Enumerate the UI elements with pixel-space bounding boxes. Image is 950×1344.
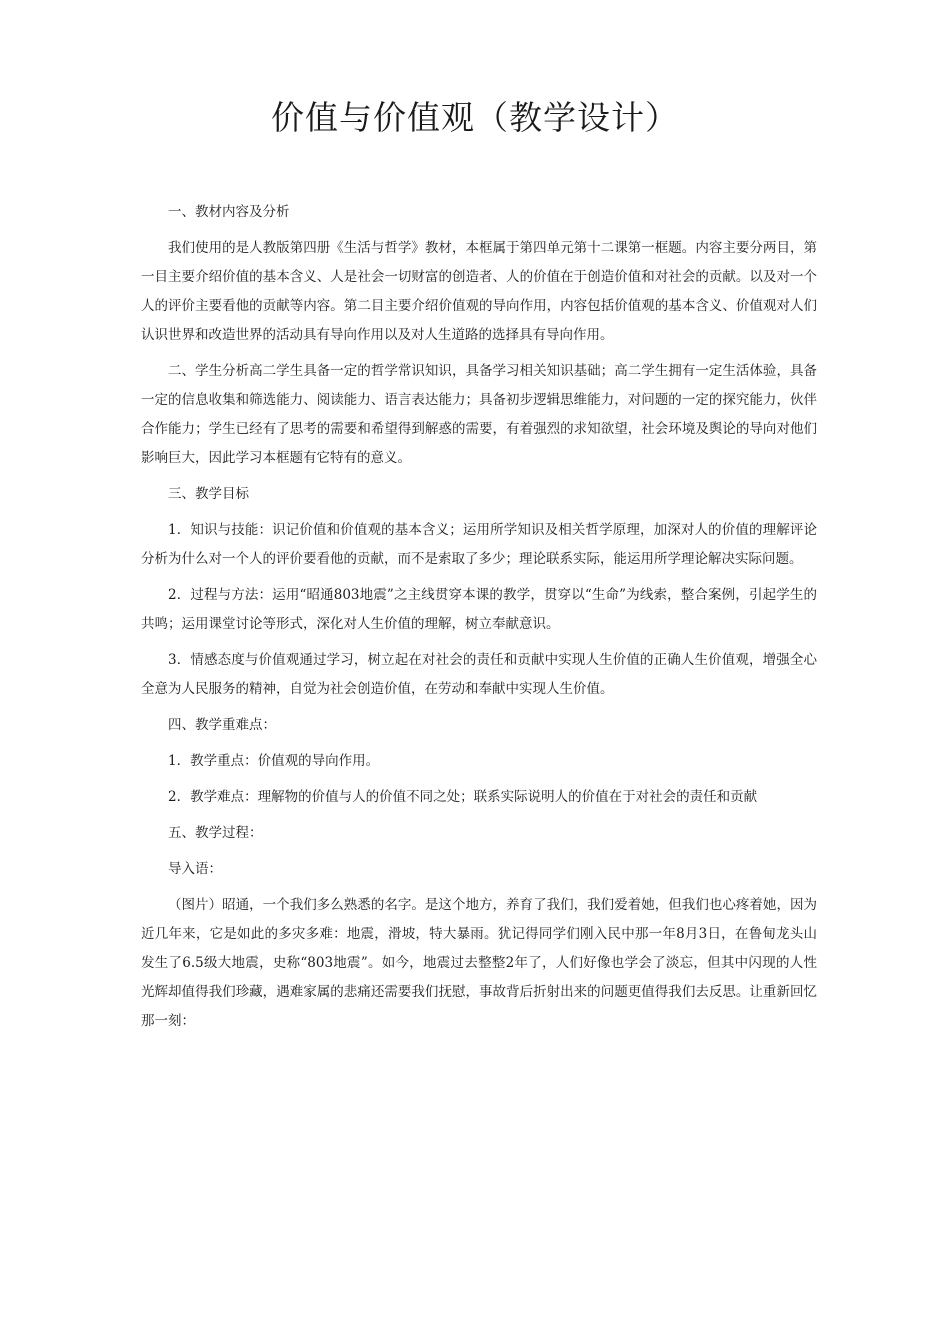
- paragraph-intro-text: （图片）昭通，一个我们多么熟悉的名字。是这个地方，养育了我们，我们爱着她，但我们也心疼着她，因为近几年来，它是如此的多灾多难：地震，滑坡，特大暴雨。犹记得同学们刚入民中那一年8月3日，在鲁甸龙头山发生了6.5级大地震，史称“803地震”。如今，地震过去整整2年了，人们好像也学会了淡忘，但其中闪现的人性光辉却值得我们珍藏，遇难家属的悲痛还需要我们抚慰，事故背后折射出来的问题更值得我们去反思。让重新回忆那一刻：: [141, 897, 817, 1029]
- paragraph-difficult-point: 2．教学难点：理解物的价值与人的价值不同之处；联系实际说明人的价值在于对社会的责任和贡献: [168, 789, 758, 805]
- paragraph-key-point: 1．教学重点：价值观的导向作用。: [168, 753, 380, 769]
- paragraph-goal-knowledge: 1．知识与技能：识记价值和价值观的基本含义；运用所学知识及相关哲学原理，加深对人的价值的理解评论分析为什么对一个人的评价要看他的贡献，而不是索取了多少；理论联系实际，能运用所学理论解决实际问题。: [141, 522, 817, 567]
- section-heading-5: 五、教学过程：: [168, 825, 263, 841]
- document-title: 价值与价值观（教学设计）: [271, 98, 679, 137]
- paragraph-goal-process: 2．过程与方法：运用“昭通803地震”之主线贯穿本课的教学，贯穿以“生命”为线索，整合案例，引起学生的共鸣；运用课堂讨论等形式，深化对人生价值的理解，树立奉献意识。: [141, 587, 817, 632]
- paragraph-goal-values: 3．情感态度与价值观通过学习，树立起在对社会的责任和贡献中实现人生价值的正确人生价值观，增强全心全意为人民服务的精神，自觉为社会创造价值，在劳动和奉献中实现人生价值。: [141, 652, 817, 697]
- section-heading-4: 四、教学重难点：: [168, 717, 276, 733]
- paragraph-intro-label: 导入语：: [168, 861, 222, 877]
- section-heading-1: 一、教材内容及分析: [168, 204, 290, 220]
- document-body: [141, 198, 817, 1043]
- paragraph-student-analysis: 二、学生分析高二学生具备一定的哲学常识知识，具备学习相关知识基础；高二学生拥有一定生活体验，具备一定的信息收集和筛选能力、阅读能力、语言表达能力；具备初步逻辑思维能力，对问题的一定的探究能力，伙伴合作能力；学生已经有了思考的需要和希望得到解惑的需要，有着强烈的求知欲望，社会环境及舆论的导向对他们影响巨大，因此学习本框题有它特有的意义。: [141, 363, 817, 466]
- section-heading-3: 三、教学目标: [168, 486, 249, 502]
- paragraph-textbook-analysis: 我们使用的是人教版第四册《生活与哲学》教材，本框属于第四单元第十二课第一框题。内容主要分两目，第一目主要介绍价值的基本含义、人是社会一切财富的创造者、人的价值在于创造价值和对社会的贡献。以及对一个人的评价主要看他的贡献等内容。第二目主要介绍价值观的导向作用，内容包括价值观的基本含义、价值观对人们认识世界和改造世界的活动具有导向作用以及对人生道路的选择具有导向作用。: [141, 240, 817, 343]
